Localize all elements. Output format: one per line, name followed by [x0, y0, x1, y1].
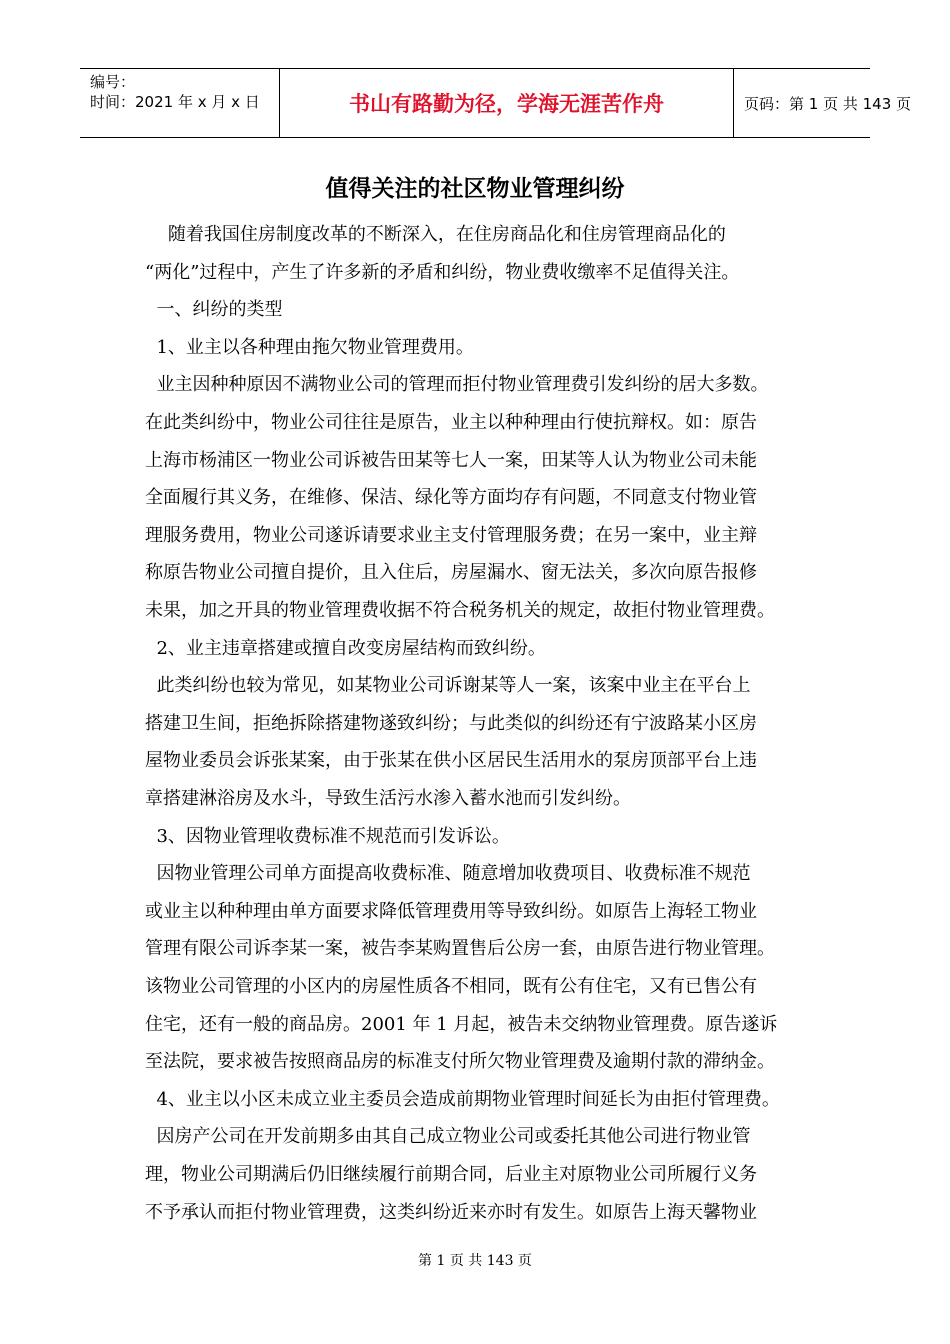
body-line: 至法院，要求被告按照商品房的标准支付所欠物业管理费及逾期付款的滞纳金。 [145, 1051, 775, 1073]
body-line: 随着我国住房制度改革的不断深入，在住房商品化和住房管理商品化的 [145, 224, 726, 245]
body-line: 4、业主以小区未成立业主委员会造成前期物业管理时间延长为由拒付管理费。 [145, 1088, 780, 1110]
motto: 书山有路勤为径，学海无涯苦作舟 [280, 69, 734, 137]
body-line: 住宅，还有一般的商品房。2001 年 1 月起，被告未交纳物业管理费。原告遂诉 [145, 1013, 778, 1035]
body-line: 在此类纠纷中，物业公司往往是原告，业主以种种理由行使抗辩权。如：原告 [145, 412, 757, 433]
time-label: 时间：2021 年 x 月 x 日 [90, 93, 260, 111]
body-line: 1、业主以各种理由拖欠物业管理费用。 [145, 336, 474, 358]
number-label: 编号： [90, 73, 136, 91]
body-line: 此类纠纷也较为常见，如某物业公司诉谢某等人一案，该案中业主在平台上 [145, 675, 751, 697]
page-footer: 第 1 页 共 143 页 [418, 1253, 532, 1269]
body-line: 2、业主违章搭建或擅自改变房屋结构而致纠纷。 [145, 637, 546, 659]
body-line: 章搭建淋浴房及水斗，导致生活污水渗入蓄水池而引发纠纷。 [145, 788, 631, 809]
body-line: “两化”过程中，产生了许多新的矛盾和纠纷，物业费收缴率不足值得关注。 [145, 261, 740, 283]
body-line: 一、纠纷的类型 [145, 299, 283, 321]
body-line: 搭建卫生间，拒绝拆除搭建物遂致纠纷；与此类似的纠纷还有宁波路某小区房 [145, 712, 757, 734]
page-info: 页码：第 1 页 共 143 页 [744, 94, 912, 113]
body-line: 业主因种种原因不满物业公司的管理而拒付物业管理费引发纠纷的居大多数。 [145, 374, 769, 396]
body-line: 理服务费用，物业公司遂诉请要求业主支付管理服务费；在另一案中，业主辩 [145, 524, 757, 546]
header-table [80, 68, 912, 138]
body-line: 或业主以种种理由单方面要求降低管理费用等导致纠纷。如原告上海轻工物业 [145, 900, 757, 922]
body-line: 管理有限公司诉李某一案，被告李某购置售后公房一套，由原告进行物业管理。 [145, 938, 775, 960]
body-line: 因房产公司在开发前期多由其自己成立物业公司或委托其他公司进行物业管 [145, 1126, 751, 1148]
body-line: 称原告物业公司擅自提价，且入住后，房屋漏水、窗无法关，多次向原告报修 [145, 562, 757, 584]
body-line: 该物业公司管理的小区内的房屋性质各不相同，既有公有住宅，又有已售公有 [145, 976, 757, 997]
body-line: 全面履行其义务，在维修、保洁、绿化等方面均存有问题，不同意支付物业管 [145, 487, 757, 509]
body-line: 屋物业委员会诉张某案，由于张某在供小区居民生活用水的泵房顶部平台上违 [145, 750, 757, 772]
body-line: 上海市杨浦区一物业公司诉被告田某等七人一案，田某等人认为物业公司未能 [145, 449, 757, 471]
body-line: 理，物业公司期满后仍旧继续履行前期合同，后业主对原物业公司所履行义务 [145, 1164, 757, 1185]
document-title: 值得关注的社区物业管理纠纷 [325, 176, 625, 202]
body-line: 因物业管理公司单方面提高收费标准、随意增加收费项目、收费标准不规范 [145, 863, 751, 885]
body-line: 不予承认而拒付物业管理费，这类纠纷近来亦时有发生。如原告上海天馨物业 [145, 1201, 757, 1223]
body-line: 未果，加之开具的物业管理费收据不符合税务机关的规定，故拒付物业管理费。 [145, 600, 775, 621]
body-line: 3、因物业管理收费标准不规范而引发诉讼。 [145, 825, 510, 847]
header-meta-cell [80, 69, 280, 137]
